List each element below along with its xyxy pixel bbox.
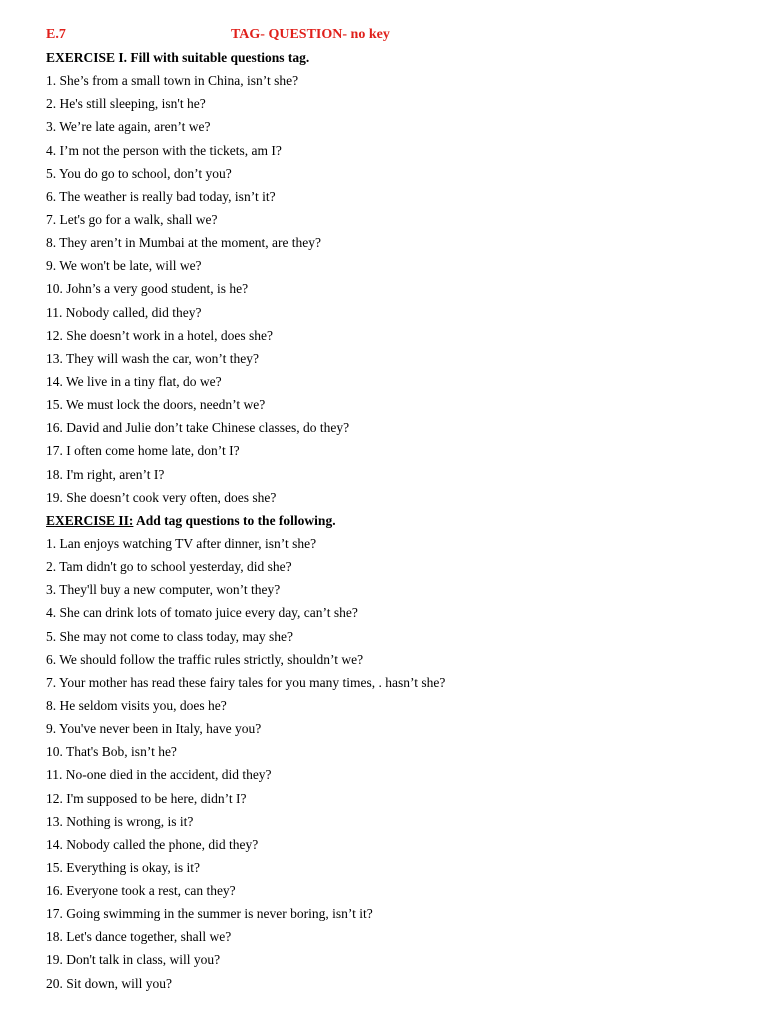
question-item: 8. They aren’t in Mumbai at the moment, are they? bbox=[46, 235, 322, 251]
document-header bbox=[46, 24, 746, 46]
exercise-1-list bbox=[46, 69, 746, 509]
worksheet-title: TAG- QUESTION- no key bbox=[231, 27, 390, 42]
question-item: 13. They will wash the car, won’t they? bbox=[46, 350, 260, 366]
question-item: 5. You do go to school, don’t you? bbox=[46, 165, 232, 181]
exercise-1-heading: EXERCISE I. Fill with suitable questions tag. bbox=[46, 50, 310, 65]
exercise-2-list bbox=[46, 532, 746, 995]
question-item: 4. She can drink lots of tomato juice every day, can’t she? bbox=[46, 605, 358, 621]
question-item: 19. Don't talk in class, will you? bbox=[46, 952, 221, 968]
question-item: 4. I’m not the person with the tickets, am I? bbox=[46, 142, 282, 158]
question-item: 13. Nothing is wrong, is it? bbox=[46, 813, 194, 829]
question-item: 6. We should follow the traffic rules strictly, shouldn’t we? bbox=[46, 651, 364, 667]
question-item: 15. We must lock the doors, needn’t we? bbox=[46, 397, 266, 413]
exercise-2-heading-label: EXERCISE II: bbox=[46, 512, 134, 528]
worksheet-code: E.7 bbox=[46, 27, 66, 42]
question-item: 15. Everything is okay, is it? bbox=[46, 859, 200, 875]
question-item: 5. She may not come to class today, may she? bbox=[46, 628, 293, 644]
question-item: 18. I'm right, aren’t I? bbox=[46, 466, 165, 482]
question-item: 11. Nobody called, did they? bbox=[46, 304, 202, 320]
question-item: 9. We won't be late, will we? bbox=[46, 258, 202, 274]
question-item: 14. Nobody called the phone, did they? bbox=[46, 836, 259, 852]
question-item: 7. Let's go for a walk, shall we? bbox=[46, 211, 218, 227]
question-item: 10. John’s a very good student, is he? bbox=[46, 281, 249, 297]
question-item: 14. We live in a tiny flat, do we? bbox=[46, 373, 222, 389]
question-item: 16. Everyone took a rest, can they? bbox=[46, 883, 236, 899]
question-item: 17. Going swimming in the summer is never boring, isn’t it? bbox=[46, 906, 373, 922]
exercise-2-heading bbox=[46, 509, 746, 532]
question-item: 19. She doesn’t cook very often, does she? bbox=[46, 489, 277, 505]
worksheet-page bbox=[46, 24, 746, 995]
question-item: 11. No-one died in the accident, did they? bbox=[46, 767, 272, 783]
question-item: 3. They'll buy a new computer, won’t they? bbox=[46, 582, 281, 598]
question-item: 2. Tam didn't go to school yesterday, did she? bbox=[46, 559, 292, 575]
question-item: 1. Lan enjoys watching TV after dinner, isn’t she? bbox=[46, 535, 317, 551]
question-item: 6. The weather is really bad today, isn’t it? bbox=[46, 188, 276, 204]
question-item: 2. He's still sleeping, isn't he? bbox=[46, 96, 206, 112]
question-item: 12. I'm supposed to be here, didn’t I? bbox=[46, 790, 247, 806]
question-item: 12. She doesn’t work in a hotel, does she? bbox=[46, 327, 273, 343]
question-item: 16. David and Julie don’t take Chinese classes, do they? bbox=[46, 420, 350, 436]
question-item: 9. You've never been in Italy, have you? bbox=[46, 721, 262, 737]
question-item: 1. She’s from a small town in China, isn’t she? bbox=[46, 73, 299, 89]
question-item: 20. Sit down, will you? bbox=[46, 975, 173, 991]
question-item: 3. We’re late again, aren’t we? bbox=[46, 119, 211, 135]
question-item: 18. Let's dance together, shall we? bbox=[46, 929, 232, 945]
question-item: 7. Your mother has read these fairy tales for you many times, . hasn’t she? bbox=[46, 674, 446, 690]
question-item: 10. That's Bob, isn’t he? bbox=[46, 744, 177, 760]
exercise-2-heading-text: Add tag questions to the following. bbox=[133, 512, 336, 528]
question-item: 8. He seldom visits you, does he? bbox=[46, 697, 227, 713]
question-item: 17. I often come home late, don’t I? bbox=[46, 443, 240, 459]
